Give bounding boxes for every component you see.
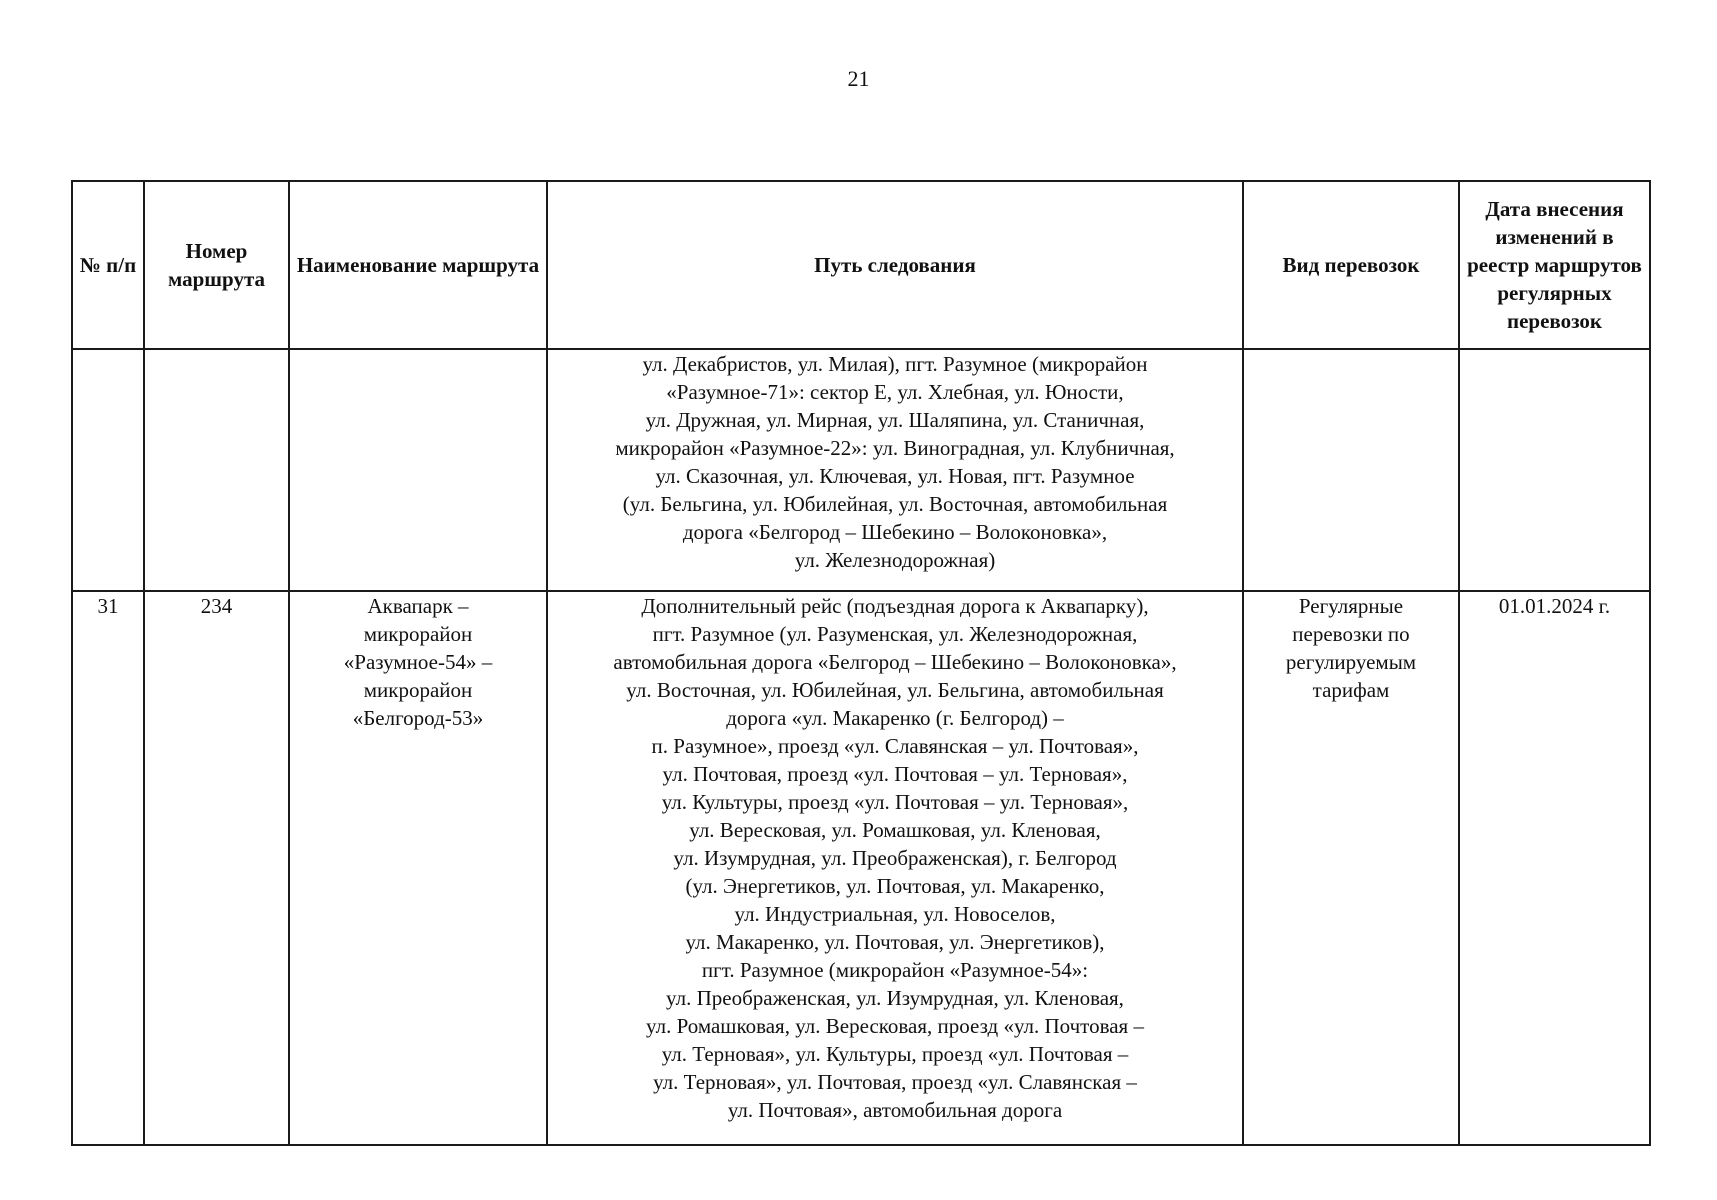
cell-change-date	[1459, 349, 1650, 591]
routes-registry-table	[71, 180, 1651, 1146]
path-line: пгт. Разумное (микрорайон «Разумное-54»:	[701, 958, 1089, 982]
cell-num: 31	[72, 591, 144, 1145]
path-line: (ул. Бельгина, ул. Юбилейная, ул. Восточная, автомобильная	[622, 492, 1168, 516]
path-line: ул. Терновая», ул. Культуры, проезд «ул. Почтовая –	[661, 1042, 1129, 1066]
path-line: ул. Железнодорожная)	[794, 548, 996, 572]
path-text	[552, 350, 1238, 574]
table-row	[72, 349, 1650, 591]
header-route-name: Наименование маршрута	[289, 181, 547, 349]
path-line: ул. Дружная, ул. Мирная, ул. Шаляпина, ул. Станичная,	[645, 408, 1145, 432]
cell-change-date: 01.01.2024 г.	[1459, 591, 1650, 1145]
header-path: Путь следования	[547, 181, 1243, 349]
path-line: ул. Сказочная, ул. Ключевая, ул. Новая, пгт. Разумное	[655, 464, 1135, 488]
header-route-number: Номер маршрута	[144, 181, 289, 349]
path-line: дорога «ул. Макаренко (г. Белгород) –	[726, 706, 1064, 730]
path-line: дорога «Белгород – Шебекино – Волоконовка»,	[682, 520, 1108, 544]
cell-route-number: 234	[144, 591, 289, 1145]
path-line: ул. Терновая», ул. Почтовая, проезд «ул. Славянская –	[653, 1070, 1137, 1094]
cell-route-number	[144, 349, 289, 591]
path-line: ул. Макаренко, ул. Почтовая, ул. Энергетиков),	[685, 930, 1105, 954]
cell-route-name	[289, 349, 547, 591]
cell-route-name	[289, 591, 547, 1145]
path-line: ул. Декабристов, ул. Милая), пгт. Разумное (микрорайон	[642, 352, 1148, 376]
transport-type-line: Регулярные	[1298, 594, 1404, 618]
header-change-date: Дата внесения изменений в реестр маршрутов регулярных перевозок	[1459, 181, 1650, 349]
path-line: ул. Ромашковая, ул. Вересковая, проезд «ул. Почтовая –	[646, 1014, 1144, 1038]
page-number: 21	[847, 66, 870, 91]
path-text	[552, 592, 1238, 1124]
transport-type-line: перевозки по	[1292, 622, 1410, 646]
path-line: автомобильная дорога «Белгород – Шебекино – Волоконовка»,	[613, 650, 1177, 674]
cell-transport-type	[1243, 591, 1459, 1145]
path-line: пгт. Разумное (ул. Разуменская, ул. Железнодорожная,	[652, 622, 1138, 646]
header-transport-type: Вид перевозок	[1243, 181, 1459, 349]
cell-transport-type	[1243, 349, 1459, 591]
route-name-line: микрорайон	[363, 678, 473, 702]
path-line: Дополнительный рейс (подъездная дорога к Аквапарку),	[641, 594, 1149, 618]
route-name-line: Аквапарк –	[367, 594, 469, 618]
table-header-row	[72, 181, 1650, 349]
table-row	[72, 591, 1650, 1145]
route-name-line: микрорайон	[363, 622, 473, 646]
path-line: микрорайон «Разумное-22»: ул. Виноградная, ул. Клубничная,	[615, 436, 1175, 460]
path-line: ул. Изумрудная, ул. Преображенская), г. Белгород	[673, 846, 1117, 870]
path-line: ул. Почтовая», автомобильная дорога	[727, 1098, 1063, 1122]
path-line: ул. Культуры, проезд «ул. Почтовая – ул. Терновая»,	[661, 790, 1129, 814]
path-line: ул. Индустриальная, ул. Новоселов,	[734, 902, 1056, 926]
path-line: п. Разумное», проезд «ул. Славянская – ул. Почтовая»,	[651, 734, 1139, 758]
path-line: ул. Восточная, ул. Юбилейная, ул. Бельгина, автомобильная	[626, 678, 1164, 702]
path-line: ул. Почтовая, проезд «ул. Почтовая – ул. Терновая»,	[662, 762, 1128, 786]
transport-type-line: тарифам	[1312, 678, 1390, 702]
cell-path	[547, 349, 1243, 591]
path-line: «Разумное-71»: сектор Е, ул. Хлебная, ул. Юности,	[666, 380, 1124, 404]
cell-num	[72, 349, 144, 591]
cell-path	[547, 591, 1243, 1145]
route-name-line: «Разумное-54» –	[343, 650, 493, 674]
route-name-line: «Белгород-53»	[352, 706, 484, 730]
transport-type-line: регулируемым	[1285, 650, 1417, 674]
header-num: № п/п	[72, 181, 144, 349]
path-line: ул. Вересковая, ул. Ромашковая, ул. Кленовая,	[689, 818, 1101, 842]
path-line: ул. Преображенская, ул. Изумрудная, ул. Кленовая,	[666, 986, 1124, 1010]
path-line: (ул. Энергетиков, ул. Почтовая, ул. Макаренко,	[685, 874, 1105, 898]
